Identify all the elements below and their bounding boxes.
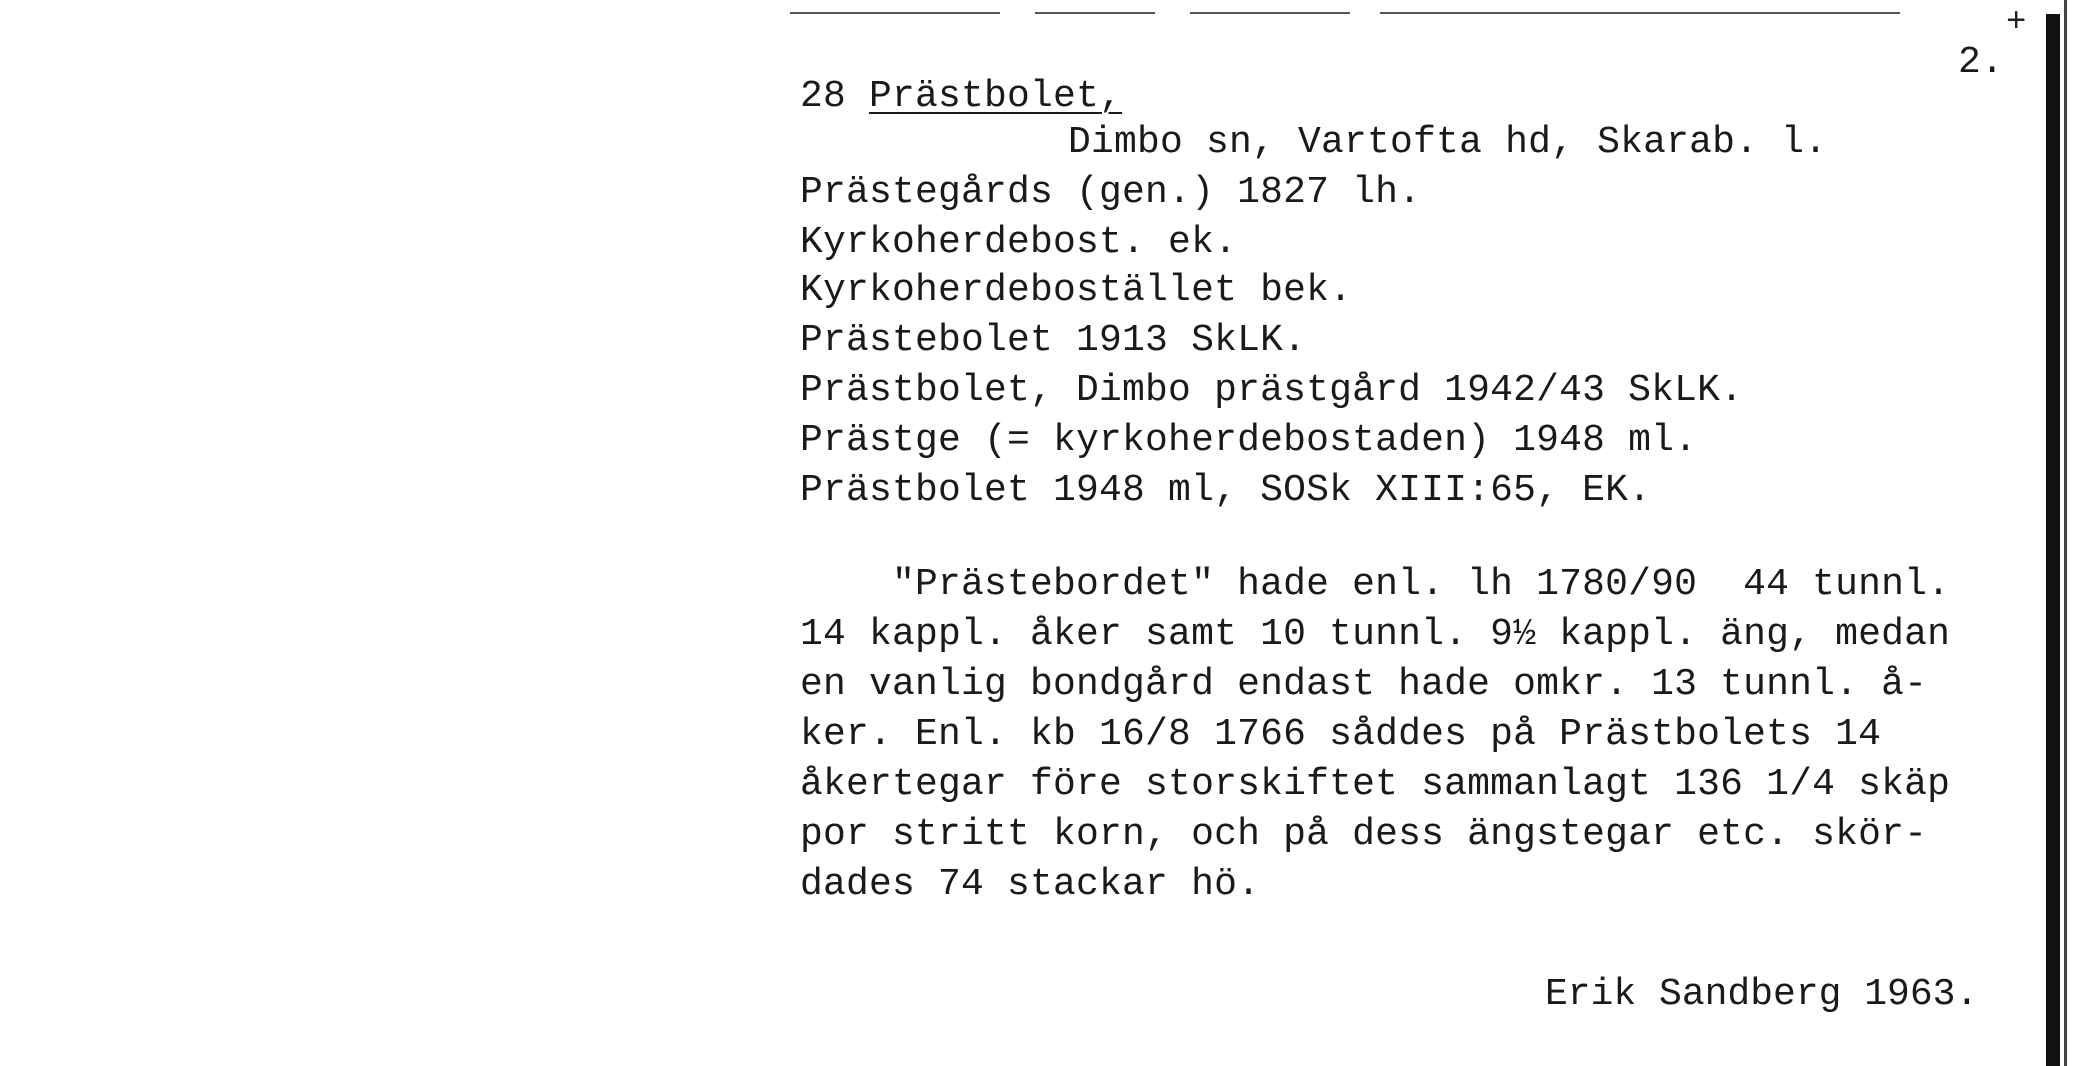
entry-name: Prästbolet, bbox=[869, 75, 1123, 118]
author-signature: Erik Sandberg 1963. bbox=[1545, 973, 1979, 1016]
form-line: Prästbolet, Dimbo prästgård 1942/43 SkLK. bbox=[800, 369, 1744, 412]
card-edge-bar bbox=[2046, 14, 2060, 1066]
top-edge-rule bbox=[1380, 12, 1900, 14]
entry-heading bbox=[800, 74, 1122, 120]
form-line: Prästbolet 1948 ml, SOSk XIII:65, EK. bbox=[800, 469, 1652, 512]
form-line: Prästegårds (gen.) 1827 lh. bbox=[800, 171, 1422, 214]
form-line: Kyrkoherdebost. ek. bbox=[800, 221, 1238, 264]
paragraph-line: por stritt korn, och på dess ängstegar etc. skör- bbox=[800, 813, 1928, 856]
card-edge-line bbox=[2064, 0, 2067, 1066]
paragraph-line: åkertegar före storskiftet sammanlagt 136 1/4 skäp bbox=[800, 763, 1951, 806]
form-line: Kyrkoherdebostället bek. bbox=[800, 269, 1353, 312]
page-number: 2. bbox=[1958, 41, 2004, 84]
form-line: Prästebolet 1913 SkLK. bbox=[800, 319, 1307, 362]
paragraph-line: en vanlig bondgård endast hade omkr. 13 tunnl. å- bbox=[800, 663, 1928, 706]
paragraph-line: dades 74 stackar hö. bbox=[800, 863, 1261, 906]
top-edge-rule bbox=[790, 12, 1000, 14]
top-edge-rule bbox=[1190, 12, 1350, 14]
paragraph-line: "Prästebordet" hade enl. lh 1780/90 44 tunnl. bbox=[800, 563, 1951, 606]
corner-mark: + bbox=[2006, 4, 2027, 42]
entry-number: 28 bbox=[800, 75, 847, 118]
paragraph-line: ker. Enl. kb 16/8 1766 såddes på Prästbolets 14 bbox=[800, 713, 1882, 756]
entry-location: Dimbo sn, Vartofta hd, Skarab. l. bbox=[1068, 121, 1828, 164]
paragraph-line: 14 kappl. åker samt 10 tunnl. 9½ kappl. äng, medan bbox=[800, 613, 1951, 656]
form-line: Prästge (= kyrkoherdebostaden) 1948 ml. bbox=[800, 419, 1698, 462]
top-edge-rule bbox=[1035, 12, 1155, 14]
